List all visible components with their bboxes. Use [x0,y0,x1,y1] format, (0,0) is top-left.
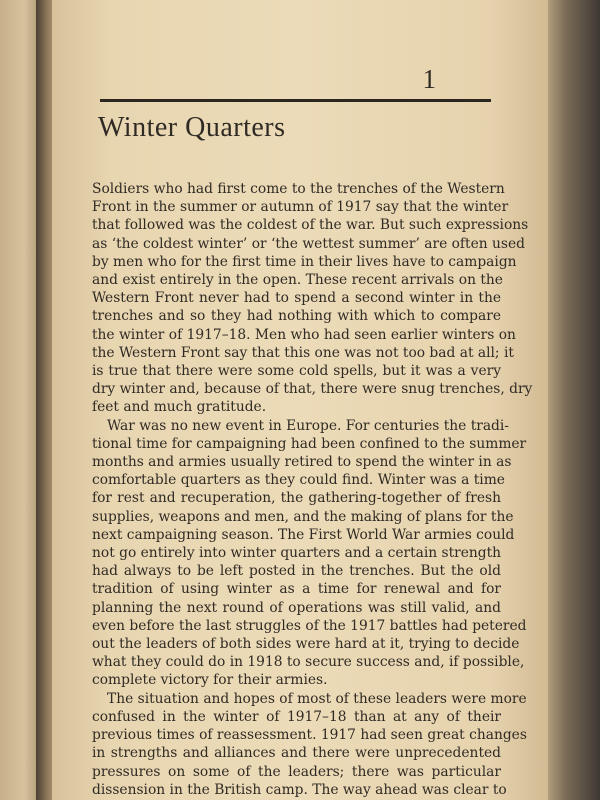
book-page [52,0,548,800]
text-line: The situation and hopes of most of these leaders were more [107,690,527,707]
text-line: and exist entirely in the open. These recent arrivals on the [92,272,503,289]
text-line: feet and much gratitude. [92,399,267,416]
text-line: War was no new event in Europe. For centuries the tradi- [107,417,509,434]
text-line: dry winter and, because of that, there were snug trenches, dry [92,381,533,398]
text-line: Soldiers who had first come to the trenches of the Western [92,181,505,197]
text-line: complete victory for their armies. [92,672,328,689]
text-line: comfortable quarters as they could find. Winter was a time [92,472,505,489]
text-line: confused in the winter of 1917–18 than at any of their [92,708,501,725]
text-line: next campaigning season. The First World War armies could [92,526,515,543]
text-line: in strengths and alliances and there were unprecedented [92,745,501,762]
text-line: as ‘the coldest winter’ or ‘the wettest summer’ are often used [92,235,525,252]
paragraph-3 [92,690,527,799]
text-line: dissension in the British camp. The way ahead was clear to [92,781,507,798]
text-line: previous times of reassessment. 1917 had seen great changes [92,727,527,744]
text-line: had always to be left posted in the trenches. But the old [92,563,501,580]
text-line: the Western Front say that this one was not too bad at all; it [92,344,514,361]
chapter-rule [100,99,491,102]
text-line: what they could do in 1918 to secure success and, if possible, [92,654,525,671]
text-line: planning the next round of operations was still valid, and [92,599,501,616]
paragraph-2 [92,417,527,690]
right-page-edge [548,0,600,800]
chapter-title: Winter Quarters [98,112,286,143]
text-line: is true that there were some cold spells, but it was a very [92,363,501,380]
text-line: that followed was the coldest of the war. But such expressions [92,217,529,234]
text-line: even before the last struggles of the 1917 battles had petered [92,617,527,634]
text-line: not go entirely into winter quarters and a certain strength [92,545,502,562]
text-line: pressures on some of the leaders; there was particular [92,763,501,780]
text-line: tradition of using winter as a time for renewal and for [92,581,501,598]
chapter-body [92,180,533,799]
text-line: supplies, weapons and men, and the making of plans for the [92,508,514,525]
text-line: Front in the summer or autumn of 1917 say that the winter [92,199,509,216]
text-line: by men who for the first time in their lives have to campaign [92,253,517,270]
text-line: trenches and so they had nothing with which to compare [92,308,501,325]
paragraph-1 [92,180,533,417]
text-line: tional time for campaigning had been confined to the summer [92,435,527,452]
text-line: the winter of 1917–18. Men who had seen earlier winters on [92,326,516,343]
text-line: for rest and recuperation, the gathering-together of fresh [92,490,501,507]
text-line: months and armies usually retired to spend the winter in as [92,454,512,471]
text-line: Western Front never had to spend a second winter in the [92,290,501,307]
text-line: out the leaders of both sides were hard at it, trying to decide [92,636,520,653]
chapter-number: 1 [422,64,436,94]
